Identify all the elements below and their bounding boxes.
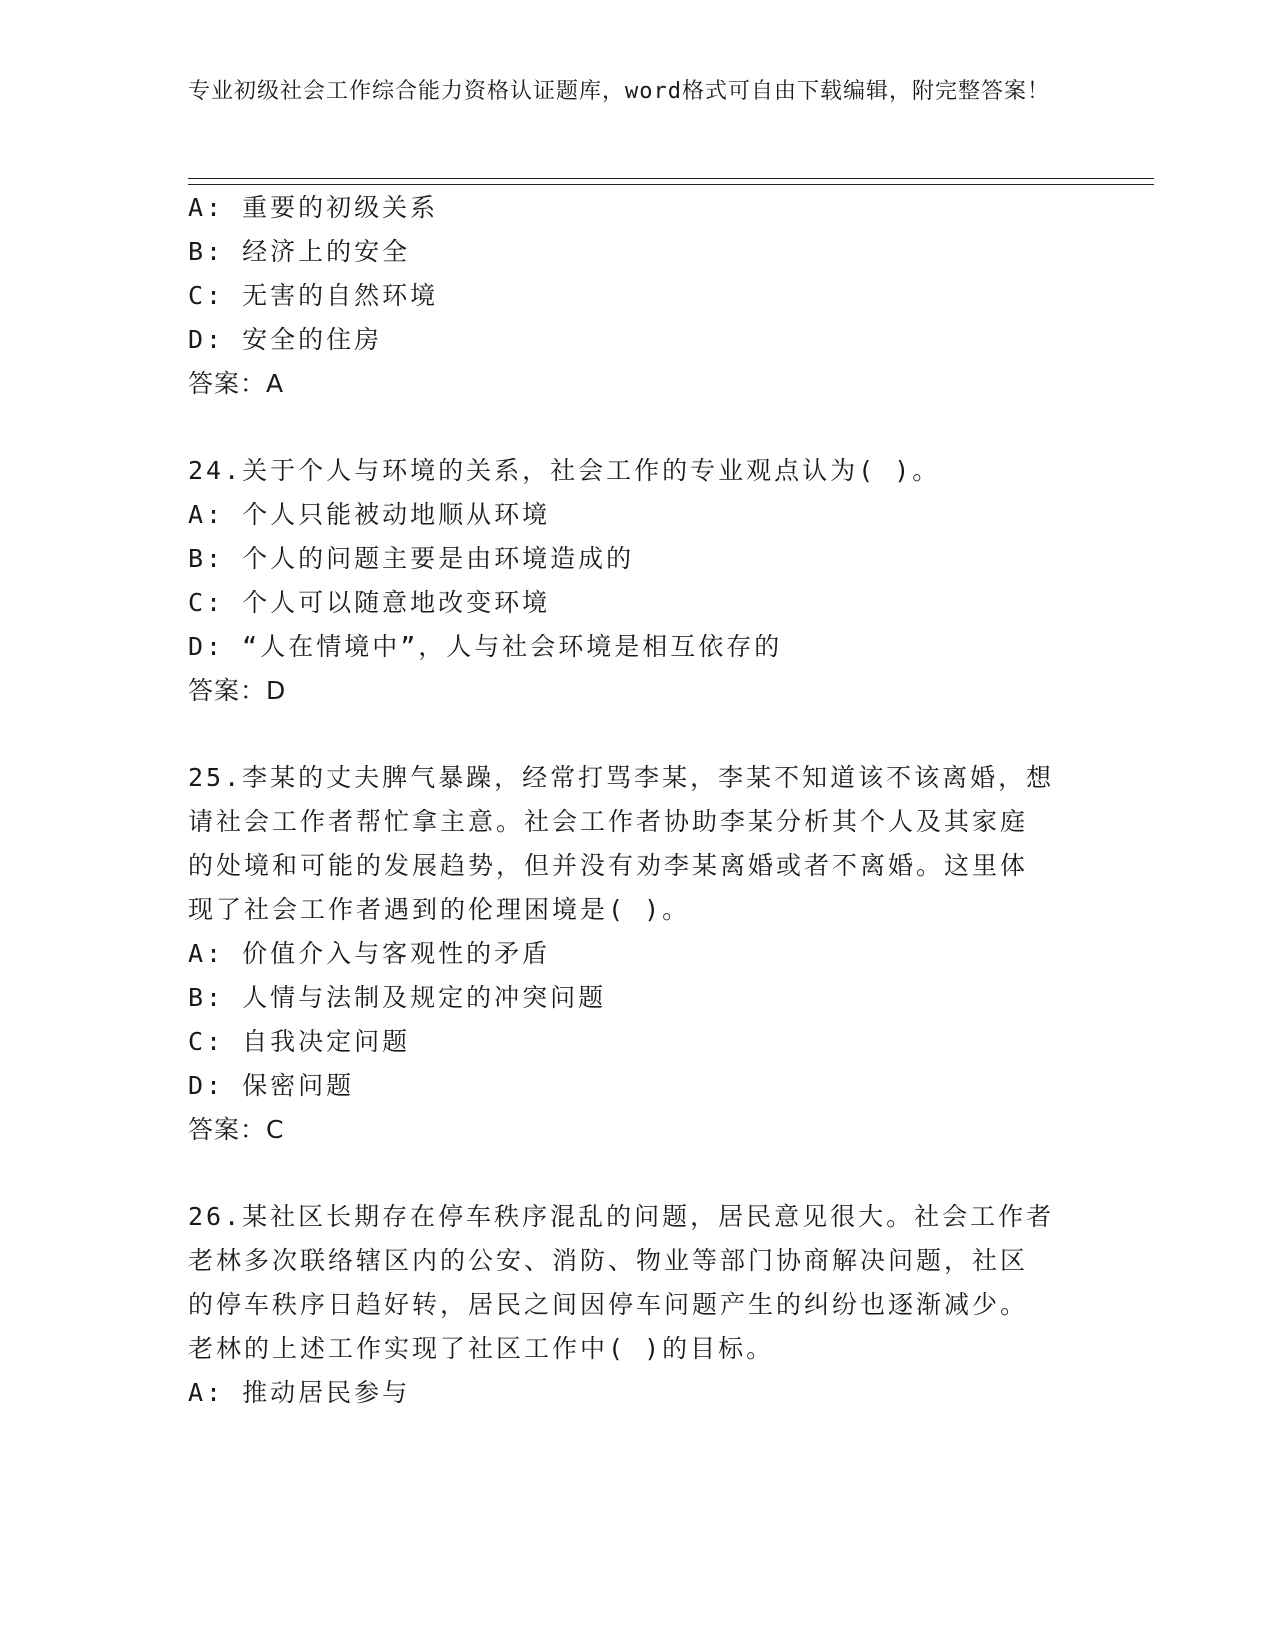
- q25-stem-line: 25.李某的丈夫脾气暴躁，经常打骂李某，李某不知道该不该离婚，想: [188, 763, 1055, 792]
- q25-option-d: D: 保密问题: [188, 1071, 355, 1100]
- q24-stem-line: 24.关于个人与环境的关系，社会工作的专业观点认为( )。: [188, 456, 941, 485]
- q26-stem-line: 老林多次联络辖区内的公安、消防、物业等部门协商解决问题，社区: [188, 1246, 1029, 1275]
- q25-option-b: B: 人情与法制及规定的冲突问题: [188, 983, 607, 1012]
- q25-stem-line: 请社会工作者帮忙拿主意。社会工作者协助李某分析其个人及其家庭: [188, 807, 1029, 836]
- q23-answer: 答案：A: [188, 369, 285, 398]
- q25-stem-line: 现了社会工作者遇到的伦理困境是( )。: [188, 895, 691, 924]
- q25-option-c: C: 自我决定问题: [188, 1027, 411, 1056]
- header-text: 专业初级社会工作综合能力资格认证题库，word格式可自由下载编辑，附完整答案！: [188, 79, 1050, 104]
- q24-option-b: B: 个人的问题主要是由环境造成的: [188, 544, 635, 573]
- q23-option-c: C: 无害的自然环境: [188, 281, 439, 310]
- q26-option-a: A: 推动居民参与: [188, 1378, 411, 1407]
- q26-stem-line: 的停车秩序日趋好转，居民之间因停车问题产生的纠纷也逐渐减少。: [188, 1290, 1029, 1319]
- q23-option-d: D: 安全的住房: [188, 325, 383, 354]
- q24-option-c: C: 个人可以随意地改变环境: [188, 588, 551, 617]
- q24-option-d: D: “人在情境中”，人与社会环境是相互依存的: [188, 632, 783, 661]
- q25-answer: 答案：C: [188, 1115, 285, 1144]
- q23-option-a: A: 重要的初级关系: [188, 193, 439, 222]
- document-header: [188, 76, 1068, 108]
- header-divider-bottom: [188, 184, 1154, 185]
- q25-option-a: A: 价值介入与客观性的矛盾: [188, 939, 551, 968]
- q24-answer: 答案：D: [188, 676, 287, 705]
- q25-stem-line: 的处境和可能的发展趋势，但并没有劝李某离婚或者不离婚。这里体: [188, 851, 1029, 880]
- header-divider-top: [188, 178, 1154, 179]
- q24-option-a: A: 个人只能被动地顺从环境: [188, 500, 551, 529]
- q23-option-b: B: 经济上的安全: [188, 237, 411, 266]
- q26-stem-line: 26.某社区长期存在停车秩序混乱的问题，居民意见很大。社会工作者: [188, 1202, 1055, 1231]
- q26-stem-line: 老林的上述工作实现了社区工作中( )的目标。: [188, 1334, 775, 1363]
